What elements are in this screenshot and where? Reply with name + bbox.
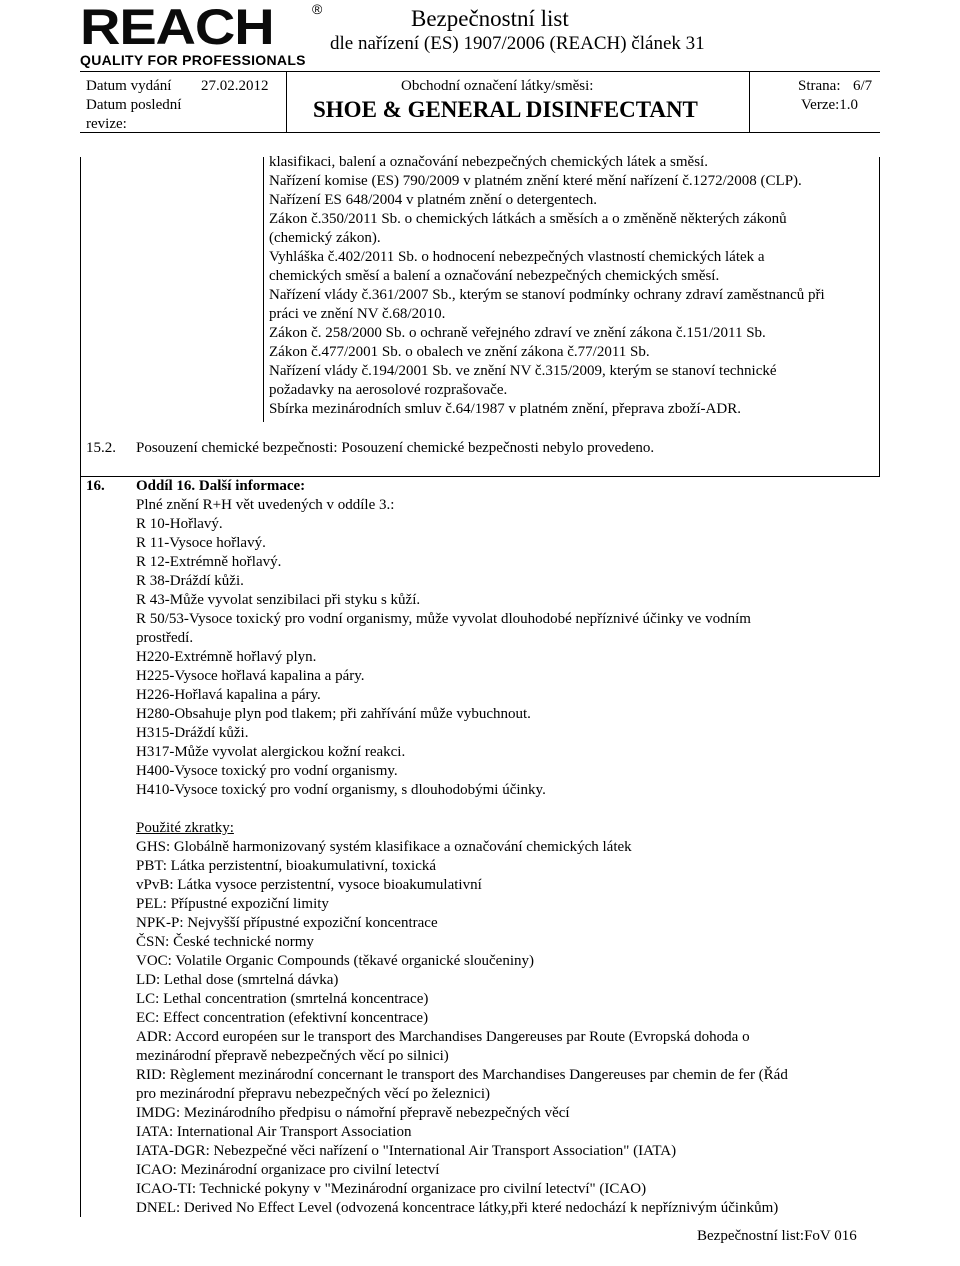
- abbreviation-line: PBT: Látka perzistentní, bioakumulativní, toxická: [136, 858, 437, 874]
- regulation-line: práci ve znění NV č.68/2010.: [269, 306, 446, 322]
- abbreviation-line: IMDG: Mezinárodního předpisu o námořní přepravě nebezpečných věcí: [136, 1105, 570, 1121]
- company-logo: [80, 2, 330, 68]
- abbreviation-line: IATA: International Air Transport Association: [136, 1124, 412, 1140]
- document-title: Bezpečnostní list: [411, 6, 569, 31]
- regulation-line: požadavky na aerosolové rozprašovače.: [269, 382, 508, 398]
- phrase-line: R 43-Může vyvolat senzibilaci při styku s kůží.: [136, 592, 421, 608]
- phrase-line: Plné znění R+H vět uvedených v oddíle 3.:: [136, 497, 395, 513]
- abbreviation-line: ADR: Accord européen sur le transport des Marchandises Dangereuses par Route (Evropská dohoda o: [136, 1029, 750, 1045]
- issue-date-value: 27.02.2012: [201, 78, 269, 94]
- phrase-line: R 10-Hořlavý.: [136, 516, 223, 532]
- version: Verze:1.0: [801, 97, 859, 113]
- page-value: 6/7: [853, 78, 873, 94]
- header-rule-top: [80, 71, 880, 72]
- revision-date-label-2: revize:: [86, 116, 127, 132]
- phrase-line: R 11-Vysoce hořlavý.: [136, 535, 266, 551]
- page-label: Strana:: [798, 78, 841, 94]
- revision-date-label: Datum poslední: [86, 97, 182, 113]
- phrase-line: H280-Obsahuje plyn pod tlakem; při zahřívání může vybuchnout.: [136, 706, 531, 722]
- footer-document-code: Bezpečnostní list:FoV 016: [697, 1228, 857, 1244]
- section-16-title: Oddíl 16. Další informace:: [136, 478, 306, 494]
- header-rule-bottom: [80, 132, 880, 133]
- section-15-end-rule: [80, 476, 880, 477]
- phrase-line: H317-Může vyvolat alergickou kožní reakci.: [136, 744, 406, 760]
- header-divider-right: [749, 71, 750, 132]
- abbreviation-line: VOC: Volatile Organic Compounds (těkavé organické sloučeniny): [136, 953, 534, 969]
- issue-date-label: Datum vydání: [86, 78, 172, 94]
- header-divider-left: [286, 71, 287, 132]
- abbreviation-line: IATA-DGR: Nebezpečné věci nařízení o "International Air Transport Association" (IATA): [136, 1143, 677, 1159]
- abbreviation-line: pro mezinárodní přepravu nebezpečných věcí po železnici): [136, 1086, 490, 1102]
- phrase-line: H410-Vysoce toxický pro vodní organismy, s dlouhodobými účinky.: [136, 782, 546, 798]
- section-15-2-text: Posouzení chemické bezpečnosti: Posouzení chemické bezpečnosti nebylo provedeno.: [136, 440, 655, 456]
- abbreviation-line: GHS: Globálně harmonizovaný systém klasifikace a označování chemických látek: [136, 839, 632, 855]
- abbreviation-line: PEL: Přípustné expoziční limity: [136, 896, 329, 912]
- phrase-line: R 12-Extrémně hořlavý.: [136, 554, 282, 570]
- phrase-line: H226-Hořlavá kapalina a páry.: [136, 687, 321, 703]
- regulation-line: Sbírka mezinárodních smluv č.64/1987 v platném znění, přeprava zboží-ADR.: [269, 401, 741, 417]
- regulation-line: chemických směsí a balení a označování nebezpečných chemických směsí.: [269, 268, 720, 284]
- phrase-line: H400-Vysoce toxický pro vodní organismy.: [136, 763, 398, 779]
- phrase-line: H315-Dráždí kůži.: [136, 725, 249, 741]
- abbreviation-line: DNEL: Derived No Effect Level (odvozená koncentrace látky,při které nedochází k nepříznivým účinkům): [136, 1200, 779, 1216]
- logo-tagline: QUALITY FOR PROFESSIONALS: [80, 52, 306, 68]
- regulation-line: Vyhláška č.402/2011 Sb. o hodnocení nebezpečných vlastností chemických látek a: [269, 249, 765, 265]
- abbreviation-line: vPvB: Látka vysoce perzistentní, vysoce bioakumulativní: [136, 877, 482, 893]
- abbreviation-line: mezinárodní přepravě nebezpečných věcí po silnici): [136, 1048, 449, 1064]
- page-border-left: [80, 157, 81, 1217]
- phrase-line: H220-Extrémně hořlavý plyn.: [136, 649, 317, 665]
- registered-mark: ®: [312, 1, 323, 17]
- product-name: SHOE & GENERAL DISINFECTANT: [313, 97, 698, 122]
- phrase-line: H225-Vysoce hořlavá kapalina a páry.: [136, 668, 365, 684]
- phrase-line: prostředí.: [136, 630, 194, 646]
- abbreviation-line: RID: Règlement mezinárodní concernant le transport des Marchandises Dangereuses par chemin de fer (Řád: [136, 1067, 788, 1083]
- trade-name-label: Obchodní označení látky/směsi:: [401, 78, 594, 94]
- abbreviation-line: ICAO-TI: Technické pokyny v "Mezinárodní organizace pro civilní letectví" (ICAO): [136, 1181, 647, 1197]
- phrase-line: R 38-Dráždí kůži.: [136, 573, 244, 589]
- regulation-line: klasifikaci, balení a označování nebezpečných chemických látek a směsí.: [269, 154, 708, 170]
- page-border-right: [879, 157, 880, 476]
- abbreviations-heading: Použité zkratky:: [136, 820, 234, 836]
- regulation-line: Nařízení vlády č.361/2007 Sb., kterým se stanoví podmínky ochrany zdraví zaměstnanců při: [269, 287, 825, 303]
- section-15-inner-border-left: [263, 157, 264, 422]
- regulation-line: Zákon č. 258/2000 Sb. o ochraně veřejného zdraví ve znění zákona č.151/2011 Sb.: [269, 325, 766, 341]
- regulation-line: Nařízení vlády č.194/2001 Sb. ve znění NV č.315/2009, kterým se stanoví technické: [269, 363, 777, 379]
- regulation-line: Nařízení ES 648/2004 v platném znění o detergentech.: [269, 192, 597, 208]
- section-16-number: 16.: [86, 478, 105, 494]
- abbreviation-line: LC: Lethal concentration (smrtelná koncentrace): [136, 991, 429, 1007]
- abbreviation-line: ICAO: Mezinárodní organizace pro civilní letectví: [136, 1162, 440, 1178]
- regulation-line: Nařízení komise (ES) 790/2009 v platném znění které mění nařízení č.1272/2008 (CLP).: [269, 173, 802, 189]
- regulation-line: Zákon č.350/2011 Sb. o chemických látkách a směsích a o změněně některých zákonů: [269, 211, 787, 227]
- phrase-line: R 50/53-Vysoce toxický pro vodní organismy, může vyvolat dlouhodobé nepříznivé účinky ve vodním: [136, 611, 751, 627]
- regulation-line: Zákon č.477/2001 Sb. o obalech ve znění zákona č.77/2011 Sb.: [269, 344, 650, 360]
- logo-wordmark: REACH: [80, 0, 274, 55]
- abbreviation-line: EC: Effect concentration (efektivní koncentrace): [136, 1010, 429, 1026]
- regulation-line: (chemický zákon).: [269, 230, 381, 246]
- abbreviation-line: NPK-P: Nejvyšší přípustné expoziční koncentrace: [136, 915, 438, 931]
- abbreviation-line: LD: Lethal dose (smrtelná dávka): [136, 972, 339, 988]
- document-subtitle: dle nařízení (ES) 1907/2006 (REACH) článek 31: [330, 33, 705, 54]
- abbreviation-line: ČSN: České technické normy: [136, 934, 314, 950]
- section-15-2-number: 15.2.: [86, 440, 116, 456]
